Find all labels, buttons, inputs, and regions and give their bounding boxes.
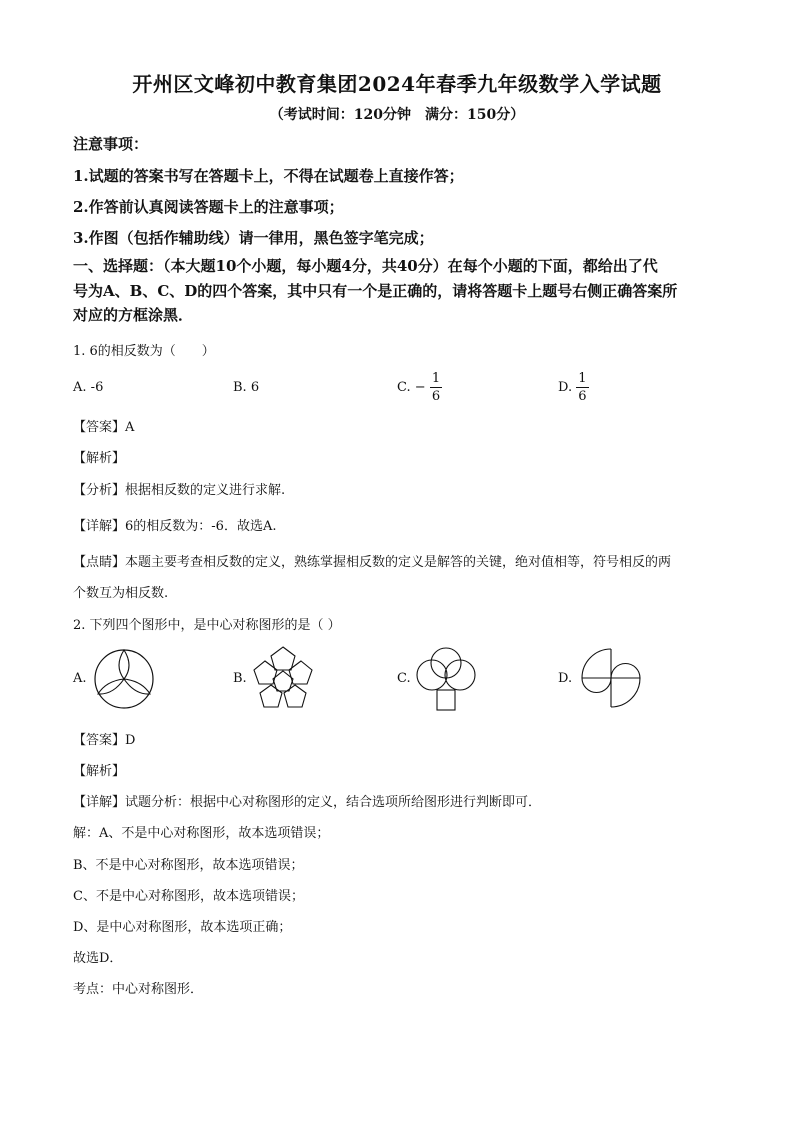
q1-option-a xyxy=(73,380,103,395)
q1-fenxi-tag: 【分析】 xyxy=(73,483,126,498)
q2-xiangjie-tag: 【详解】 xyxy=(73,795,126,810)
q1-option-b-value: 6 xyxy=(250,380,260,395)
q1-option-b xyxy=(233,380,259,395)
section-intro-line-3: 对应的方框涂黑． xyxy=(73,306,194,324)
q1-option-c-denominator: 6 xyxy=(431,389,441,404)
q2-option-a-figure xyxy=(92,648,156,710)
q1-option-a-value: -6 xyxy=(90,380,104,395)
q1-option-d-fraction xyxy=(576,370,588,405)
q2-solution-line-1: 解：A、不是中心对称图形，故本选项错误； xyxy=(73,826,330,841)
q2-option-b-label: B. xyxy=(233,671,247,686)
q1-answer xyxy=(73,416,134,435)
q2-xiangjie xyxy=(73,791,541,810)
q2-answer-tag: 【答案】 xyxy=(73,733,126,748)
q1-option-d-denominator: 6 xyxy=(578,389,587,404)
q1-option-c-sign: − xyxy=(414,380,426,395)
notice-item-1: 1.试题的答案书写在答题卡上，不得在试题卷上直接作答； xyxy=(73,167,464,185)
q1-dianjing-tag: 【点睛】 xyxy=(73,555,126,570)
q2-solution-line-4: D、是中心对称图形，故本选项正确； xyxy=(73,920,292,935)
q2-solution-line-6: 考点：中心对称图形． xyxy=(73,982,204,997)
q2-option-d-label: D. xyxy=(558,671,573,686)
q1-option-d-numerator: 1 xyxy=(578,371,587,386)
q2-option-c-figure xyxy=(415,646,477,712)
pinwheel-icon xyxy=(578,645,644,711)
notice-heading: 注意事项： xyxy=(73,135,149,153)
q1-option-c-label: C. xyxy=(397,380,411,395)
q1-answer-value: A xyxy=(125,420,135,435)
q2-analysis-tag: 【解析】 xyxy=(73,764,126,779)
q1-option-d xyxy=(558,370,589,405)
q2-stem: 2. 下列四个图形中，是中心对称图形的是（ ） xyxy=(73,618,341,633)
q2-solution-line-2: B、不是中心对称图形，故本选项错误； xyxy=(73,858,304,873)
q1-stem: 1. 6的相反数为（ ） xyxy=(73,344,215,359)
q2-answer-value: D xyxy=(125,733,136,748)
q1-option-b-label: B. xyxy=(233,380,247,395)
q1-dianjing-text-2: 个数互为相反数. xyxy=(73,586,169,601)
q1-xiangjie-text: 6的相反数为：-6．故选A. xyxy=(125,519,277,534)
notice-item-3: 3.作图（包括作辅助线）请一律用，黑色签字笔完成； xyxy=(73,229,434,247)
q1-option-c-numerator: 1 xyxy=(431,371,441,386)
q1-xiangjie xyxy=(73,515,276,534)
q1-dianjing xyxy=(73,551,671,570)
q2-option-b-figure xyxy=(251,645,315,711)
q1-xiangjie-tag: 【详解】 xyxy=(73,519,126,534)
q1-analysis-tag: 【解析】 xyxy=(73,451,126,466)
exam-info: （考试时间：120分钟 满分：150分） xyxy=(269,107,525,123)
q2-xiangjie-text: 试题分析：根据中心对称图形的定义，结合选项所给图形进行判断即可． xyxy=(125,795,542,810)
three-arc-circle-icon xyxy=(92,648,156,710)
q1-option-a-label: A. xyxy=(73,380,87,395)
q1-option-c-fraction xyxy=(430,370,442,405)
q1-fenxi xyxy=(73,479,285,498)
q1-option-d-label: D. xyxy=(558,380,573,395)
section-intro-line-1: 一、选择题：（本大题10个小题，每小题4分，共40分）在每个小题的下面，都给出了代 xyxy=(73,257,658,275)
q2-option-d-figure xyxy=(578,645,644,711)
q2-solution-line-3: C、不是中心对称图形，故本选项错误； xyxy=(73,889,304,904)
q1-answer-tag: 【答案】 xyxy=(73,420,126,435)
q2-option-a-label: A. xyxy=(73,671,87,686)
q2-answer xyxy=(73,729,135,748)
q2-solution-line-5: 故选D． xyxy=(73,951,123,966)
q1-dianjing-text-1: 本题主要考查相反数的定义，熟练掌握相反数的定义是解答的关键，绝对值相等，符号相反的两 xyxy=(125,555,672,570)
page-title: 开州区文峰初中教育集团2024年春季九年级数学入学试题 xyxy=(132,72,662,96)
notice-item-2: 2.作答前认真阅读答题卡上的注意事项； xyxy=(73,198,344,216)
section-intro-line-2: 号为A、B、C、D的四个答案，其中只有一个是正确的，请将答题卡上题号右侧正确答案所 xyxy=(73,282,678,300)
q1-fenxi-text: 根据相反数的定义进行求解. xyxy=(125,483,286,498)
three-circles-square-icon xyxy=(415,646,477,712)
pentagon-cluster-icon xyxy=(251,645,315,711)
q2-option-c-label: C. xyxy=(397,671,411,686)
q1-option-c xyxy=(397,370,442,405)
